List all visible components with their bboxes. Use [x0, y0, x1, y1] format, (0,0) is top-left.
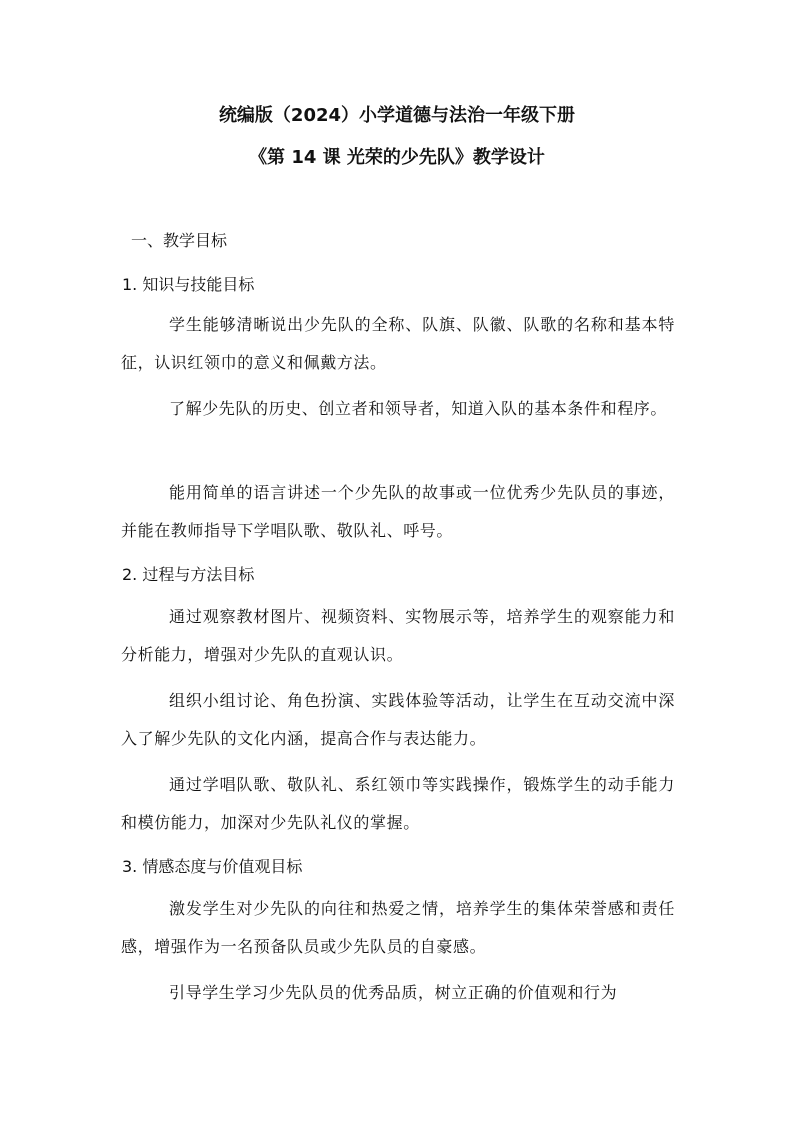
- subsection-heading-process: 2. 过程与方法目标: [122, 565, 255, 584]
- paragraph: 能用简单的语言讲述一个少先队的故事或一位优秀少先队员的事迹，并能在教师指导下学唱队歌、敬队礼、呼号。: [121, 483, 675, 540]
- section-heading-objectives: 一、教学目标: [131, 231, 228, 250]
- paragraph: 了解少先队的历史、创立者和领导者，知道入队的基本条件和程序。: [169, 399, 668, 418]
- document-subtitle: 《第 14 课 光荣的少先队》教学设计: [249, 147, 545, 168]
- paragraph: 组织小组讨论、角色扮演、实践体验等活动，让学生在互动交流中深入了解少先队的文化内涵，提高合作与表达能力。: [121, 691, 675, 748]
- paragraph: 激发学生对少先队的向往和热爱之情，培养学生的集体荣誉感和责任感，增强作为一名预备队员或少先队员的自豪感。: [121, 899, 675, 956]
- paragraph: 通过学唱队歌、敬队礼、系红领巾等实践操作，锻炼学生的动手能力和模仿能力，加深对少先队礼仪的掌握。: [121, 775, 675, 832]
- paragraph: 学生能够清晰说出少先队的全称、队旗、队徽、队歌的名称和基本特征，认识红领巾的意义和佩戴方法。: [121, 315, 675, 372]
- paragraph: 通过观察教材图片、视频资料、实物展示等，培养学生的观察能力和分析能力，增强对少先队的直观认识。: [121, 607, 675, 664]
- document-title: 统编版（2024）小学道德与法治一年级下册: [218, 105, 576, 126]
- subsection-heading-knowledge: 1. 知识与技能目标: [122, 275, 255, 294]
- paragraph: 引导学生学习少先队员的优秀品质，树立正确的价值观和行为: [169, 983, 618, 1002]
- subsection-heading-values: 3. 情感态度与价值观目标: [122, 857, 303, 876]
